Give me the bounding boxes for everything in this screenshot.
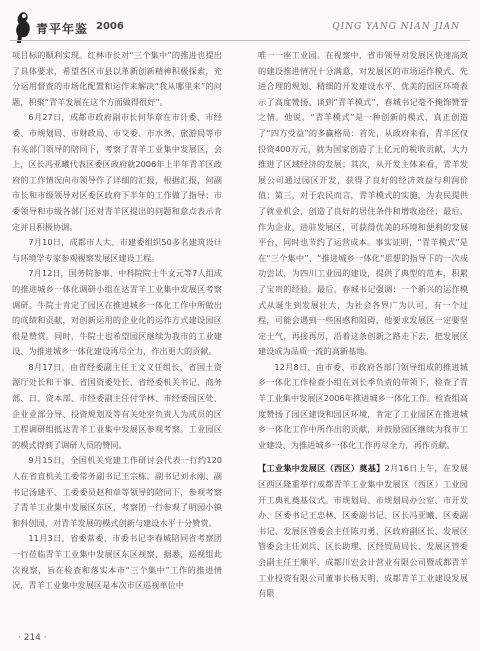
paragraph: 唯一一座工业园。在视察中，省市领导对发展区快速高效的建设推进情况十分满意，对发展区的市场运作模式、先进合理的规划、精细的开发建设水平、优美的园区环境表示了高度赞扬。谈到“青羊模式”，春城书记毫不掩饰赞誉之情。他说，“青羊模式”是一种创新的模式，真正创造了“四方受益”的多赢格局：首先，从政府来看，青羊区仅投资400万元，就为国家创造了上亿元的税收贡献，大力推进了区域经济的发展；其次，从开发主体来看，青羊发展公司通过园区开发，获得了良好的经济效益与利润价值；第三，对于农民而言，青羊模式的实施，为农民提供了就业机会，创造了良好的居住条件和增收途径；最后，作为企业，进驻发展区，可获得优美的环境和便利的发展平台，同时也节约了运营成本。事实证明，“青羊模式”是在“三个集中”、“推进城乡一体化”思想的指导下的一次成功尝试，为四川工业园的建设，提供了典型的范本，积累了宝贵的经验。最后，春城书记强调：一个新兴的运作模式从诞生到发展壮大，为社会各界广为认可，有一个过程，可能会遇到一些困惑和阻碍，他要求发展区一定要坚定士气，再接再厉，沿着这条创新之路走下去，把发展区建设成为品质一流的高新基地。 [258, 50, 468, 357]
paragraph: 项目标的顺利实现。红林市长对“三个集中”的推进也提出了具体要求，希望各区市县以革新创新精神积极探索，充分运用督查的市场化配置和运作来解决“我从哪里来”的问题，积聚“青羊发展在这个方面做得很好”。 [12, 50, 222, 107]
paragraph: 9月15日，全国机关党建工作研讨会代表一行约120人在省直机关工委常务副书记王宗栋、副书记刘永刚、副书记汤建平、工委委员赵和章等领导的陪同下，参观考察了青羊工业集中发展区东区，考察团一行参观了明园小镇和科创园，对青羊发展的模式创新与建设水平十分赞赏。 [12, 455, 222, 528]
publication-title: 青平年鉴 [36, 22, 89, 36]
header-rule [10, 40, 470, 41]
right-column [258, 48, 468, 628]
paragraph: 8月17日，由省经委副主任王文义任组长，省国土资源厅处长和干事、省国资委处长、省经委机关书记、商务部、日、资本部、市经委副主任付学林、市经委园区处、企业业部分导、投资规划及等有关处室负责人为成员的区工程调研组抵达青羊工业集中发展区参观考察。工业园区的模式得到了调研人员的赞同。 [12, 361, 222, 450]
paragraph: 6月27日，成都市政府副市长何华章在市计委、市经委、市规划局、市财政局、市交委、市水务、旅游局等市有关部门领导的陪同下，考察了青羊工业集中发展区，会上，区长冯亚曦代表区委区政府就2006年上半年青羊区政府的工作情况向市领导作了详细的汇报，根据汇报，何副市长和市级领导对区委区政府下半年的工作做了指导；市委领导和市级各部门还对青羊区提出的问题和意点表示肯定并且积极协调。 [12, 112, 222, 232]
page-number: · 214 · [18, 633, 47, 643]
paragraph: 11月3日，省委常委、市委书记李春城陪同省考察团一行莅临青羊工业集中发展区东区视察，据悉，巡视组此次视察，旨在检查和落实本市“三个集中”工作的推进情况，青羊工业集中发展区是本次市区巡视单位中 [12, 533, 222, 591]
paragraph: 12月8日，由市委、市政府各部门领导组成的推进城乡一体化工作检查小组在刘长季负责的带领下，检查了青羊工业集中发展区2006年推进城乡一体化工作。检查组高度赞扬了园区建设和园区环境，肯定了工业园区在推进城乡一体化工作中所作出的贡献，并鼓励园区继续为我市工业建设、为推进城乡一体化工作再尽全力，再作贡献。 [258, 361, 468, 450]
paragraph: 7月12日，国务院参事、中科院院士牛文元等7人组成的推进城乡一体化调研小组在达青羊工业集中发展区考察调研。牛院士肯定了园区在推进城乡一体化工作中所做出的成绩和贡献，对创新运用的企业化的运作方式建设园区很是赞赏。同时，牛院士也希望园区继续为我市的工业建设、为推进城乡一体化建设再尽全力，作出更大的贡献。 [12, 268, 222, 357]
paragraph: 7月10日，成都市人大、市建委组织50多名建筑设计与环境学专家参观视察发展区建设工程。 [12, 237, 222, 263]
left-column [12, 48, 222, 628]
section-title: 【工业集中发展区（西区）奠基】 [258, 463, 385, 474]
section-text: 2月16日上午，在发展区西区隆重举行成都青羊工业集中发展区（西区）工业园开工典礼奠基仪式。市规划局、市规划局办公室、市开发办、区委书记王忠林、区委副书记、区长冯亚曦、区委副书记、发展区管委会主任陈刃勇、区政府副区长、发展区管委会主任刘兵、区长助理、区经贸局局长、发展区管委会副主任王顺平、成都川宏会计营业有限公司暨成都青羊工业投资有限公司董事长杨天明、成都青羊工业建设发展有限 [258, 463, 468, 599]
section-paragraph [258, 461, 468, 601]
logo-figure-icon [12, 10, 34, 44]
header-running-title: QING YANG NIAN JIAN [332, 22, 460, 32]
publication-year: 2006 [96, 21, 124, 32]
